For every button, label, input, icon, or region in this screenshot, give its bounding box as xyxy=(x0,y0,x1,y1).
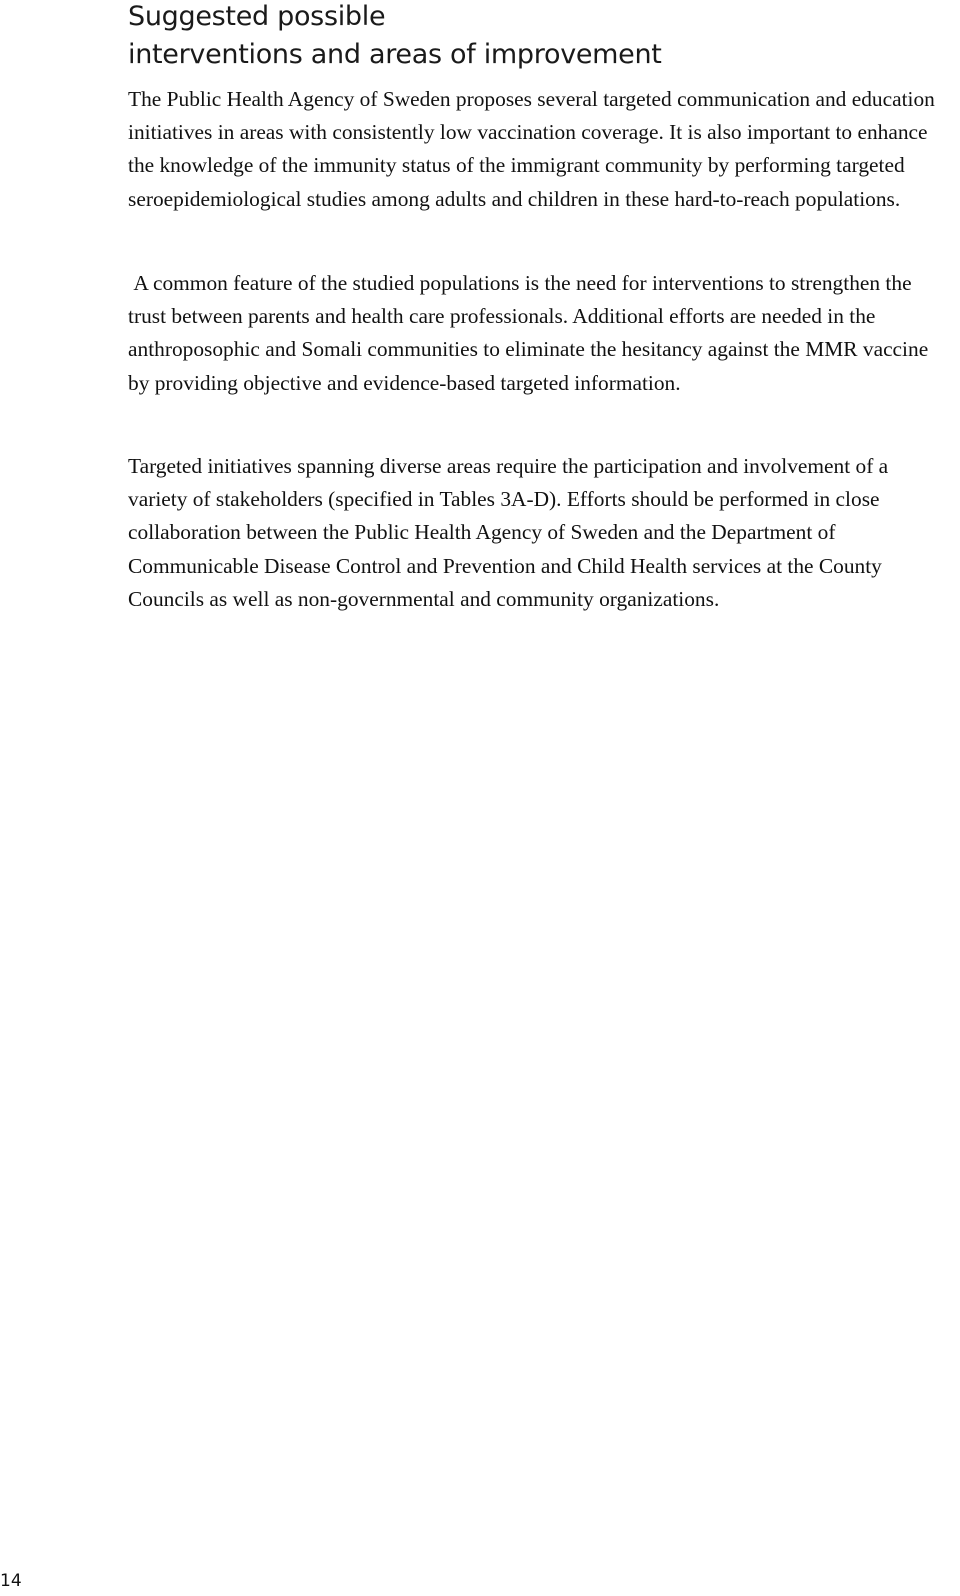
paragraph-stakeholder-collaboration: Targeted initiatives spanning diverse areas require the participation and involvement of a variety of stakeholders (specified in Tables 3A-D). Efforts should be performed in close collaboration between the Public Health Agency of Sweden and the Department of Communicable Disease Control and Prevention and Child Health services at the County Councils as well as non-governmental and community organizations. xyxy=(128,454,889,611)
paragraph-communication-initiatives: The Public Health Agency of Sweden proposes several targeted communication and education initiatives in areas with consistently low vaccination coverage. It is also important to enhance the knowledge of the immunity status of the immigrant community by performing targeted seroepidemiological studies among adults and children in these hard-to-reach populations. xyxy=(128,87,935,211)
section-heading xyxy=(128,0,928,74)
page-number: 14 xyxy=(0,1571,22,1591)
paragraph-trust-interventions: A common feature of the studied populations is the need for interventions to strengthen the trust between parents and health care professionals. Additional efforts are needed in the anthroposophic and Somali communities to eliminate the hesitancy against the MMR vaccine by providing objective and evidence-based targeted information. xyxy=(128,271,934,395)
section-heading-line-1: Suggested possible xyxy=(128,1,386,32)
section-heading-line-2: interventions and areas of improvement xyxy=(128,39,662,70)
